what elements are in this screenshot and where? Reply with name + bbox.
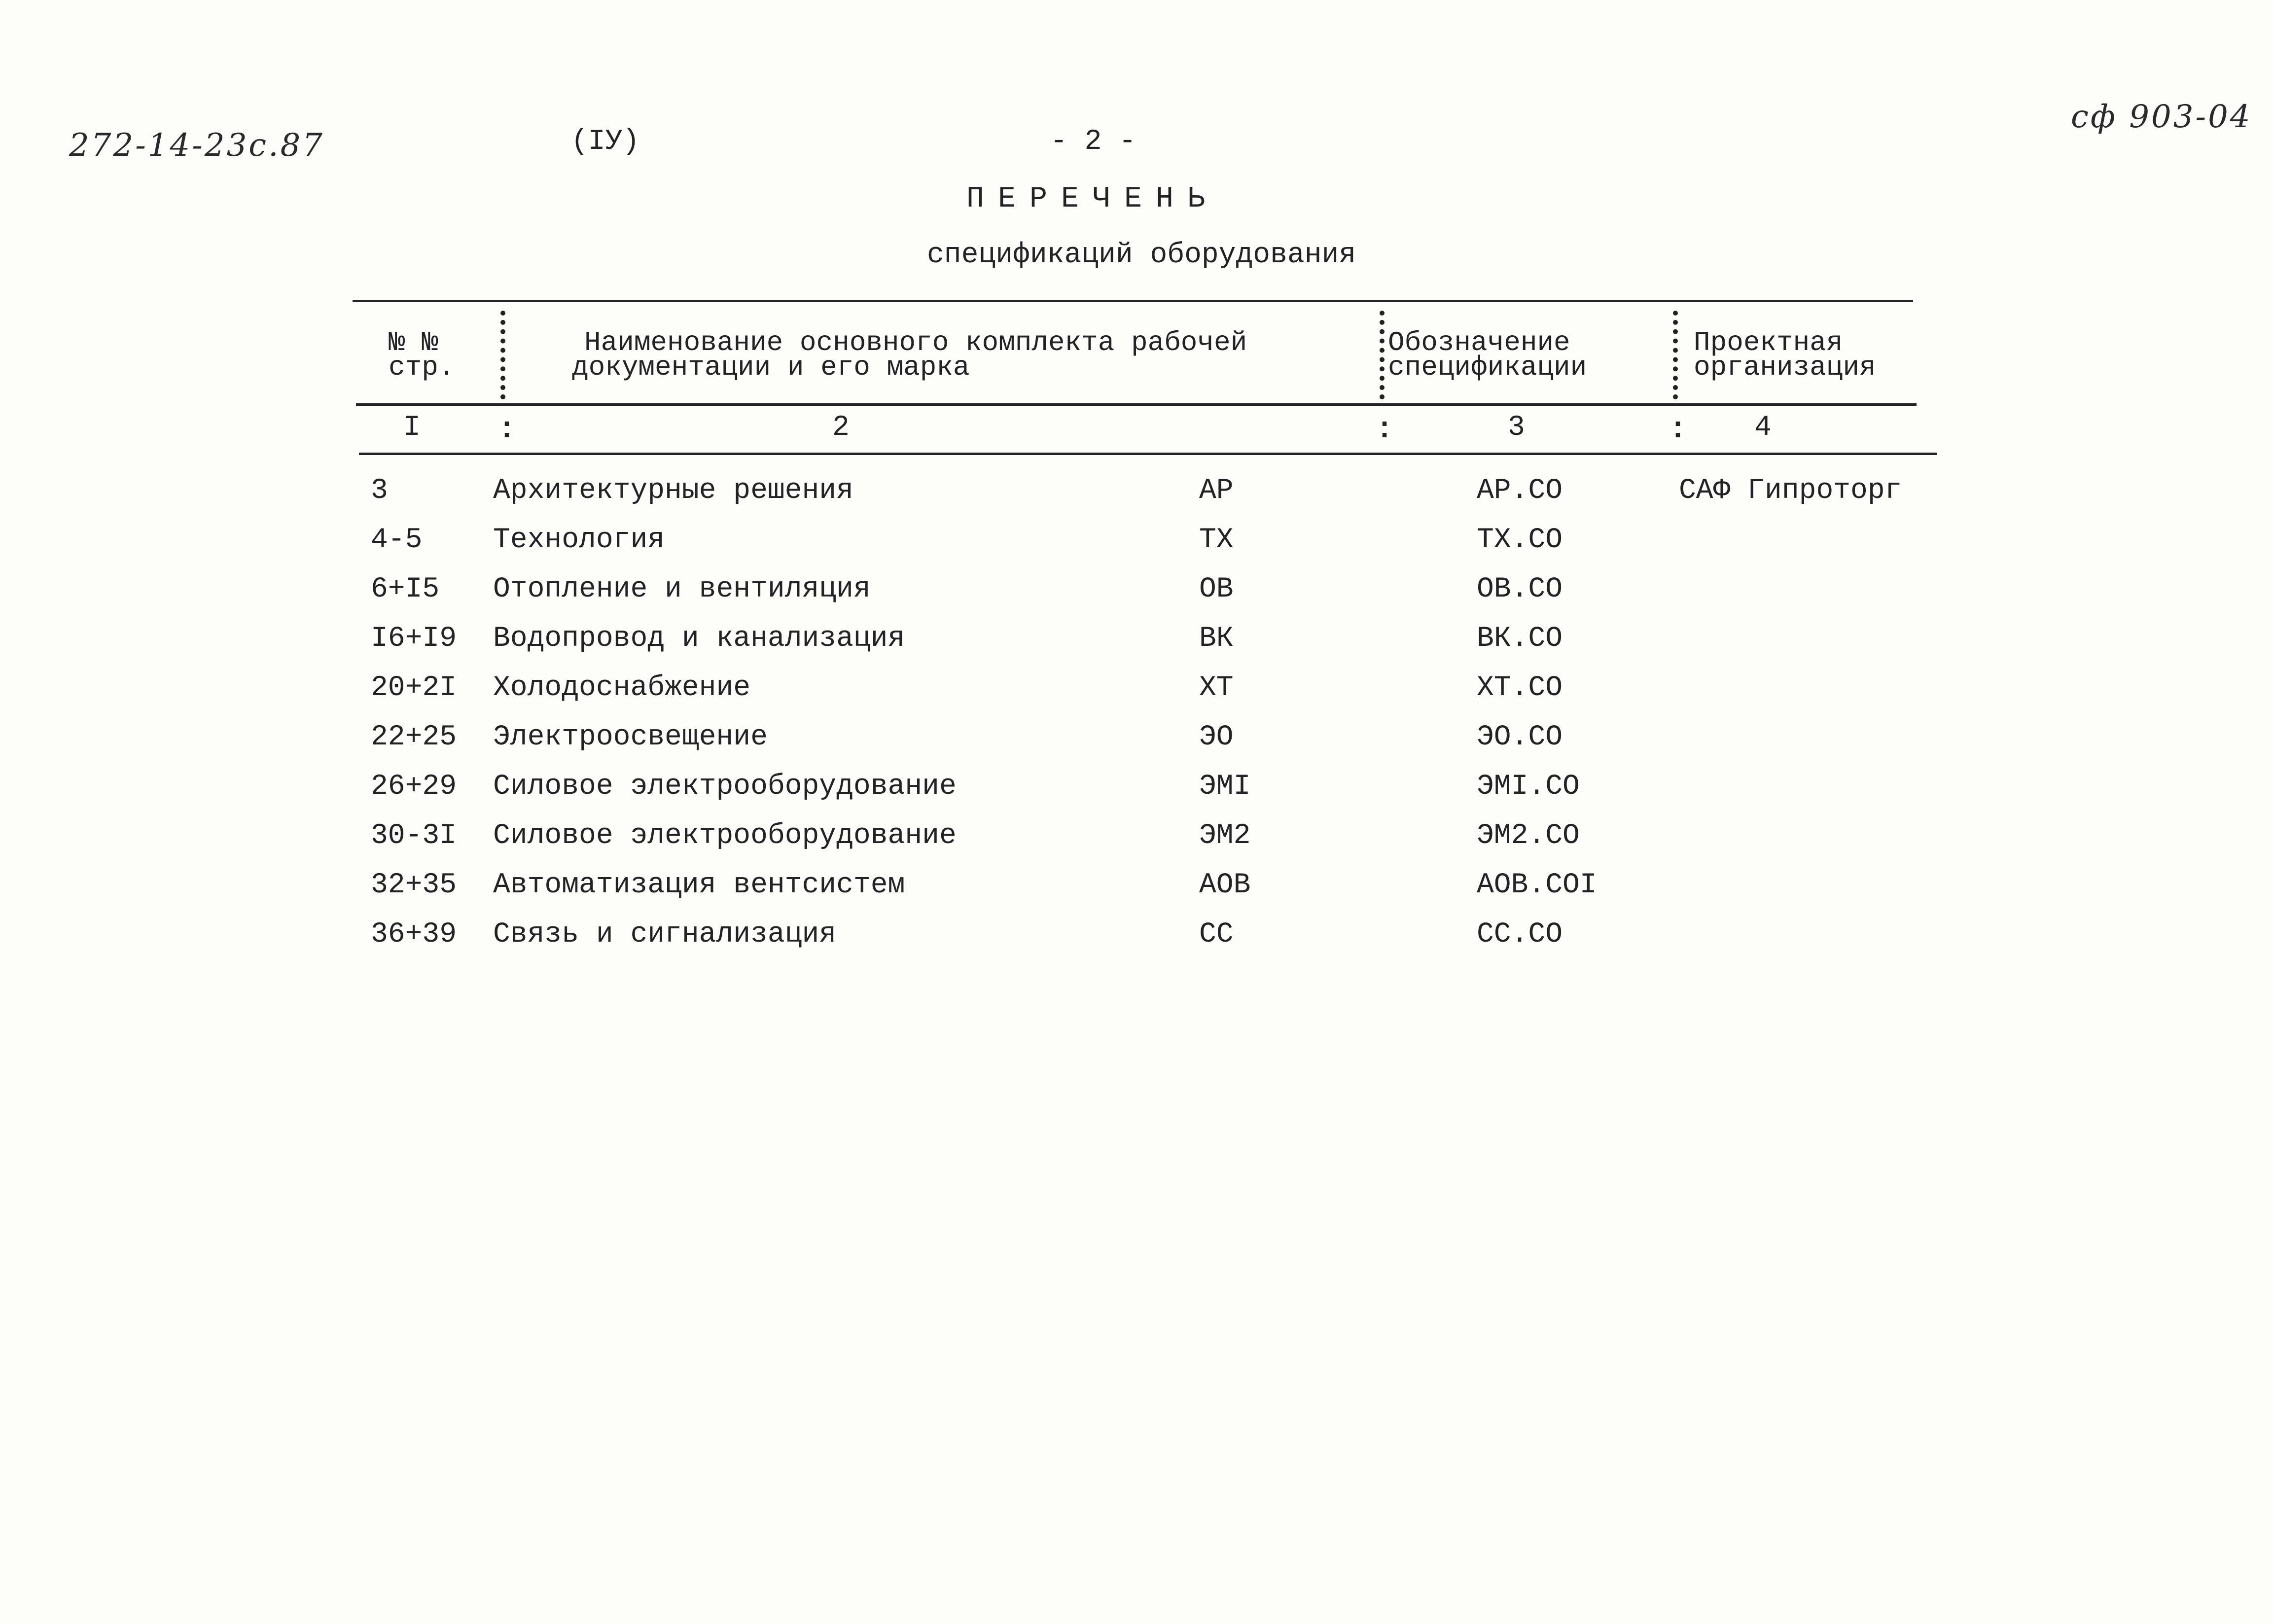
header-col3 <box>1388 327 1587 383</box>
header-col4-line2: организация <box>1694 352 1876 383</box>
row-name: Отопление и вентиляция <box>493 573 871 605</box>
header-col2 <box>572 327 1247 383</box>
row-name: Силовое электрооборудование <box>493 771 957 803</box>
row-pages: 32+35 <box>371 869 457 901</box>
row-mark: ЭО <box>1199 721 1234 753</box>
row-mark: АР <box>1199 475 1234 507</box>
row-name: Силовое электрооборудование <box>493 820 957 852</box>
column-number-4: 4 <box>1754 412 1772 444</box>
row-mark: ОВ <box>1199 573 1234 605</box>
column-number-3: 3 <box>1508 412 1525 444</box>
column-number-2: 2 <box>832 412 850 444</box>
header-col1-line2: стр. <box>389 352 455 383</box>
row-spec: АР.СО <box>1477 475 1563 507</box>
document-code-handwritten: 272-14-23с.87 <box>69 127 324 164</box>
column-number-separator-3: : <box>1669 413 1687 447</box>
section-label: (IУ) <box>571 126 640 158</box>
row-name: Автоматизация вентсистем <box>493 869 905 901</box>
row-spec: ЭМI.СО <box>1477 771 1580 803</box>
header-col3-line1: Обозначение <box>1388 327 1570 358</box>
row-name: Водопровод и канализация <box>493 623 905 655</box>
header-col4-line1: Проектная <box>1694 327 1843 358</box>
header-col1-line1: № № <box>389 327 438 358</box>
table-top-rule <box>353 300 1913 302</box>
row-spec: ЭО.СО <box>1477 721 1563 753</box>
header-col1 <box>389 327 455 383</box>
header-separator-3 <box>1673 311 1678 399</box>
row-spec: ЭМ2.СО <box>1477 820 1580 852</box>
row-spec: АОВ.СОI <box>1477 869 1597 901</box>
column-number-separator-1: : <box>498 413 516 447</box>
row-pages: 4-5 <box>371 524 423 556</box>
row-mark: ТХ <box>1199 524 1234 556</box>
row-name: Архитектурные решения <box>493 475 853 507</box>
table-colnum-rule <box>359 453 1937 455</box>
row-name: Технология <box>493 524 665 556</box>
row-pages: 26+29 <box>371 771 457 803</box>
page-subtitle: спецификаций оборудования <box>927 239 1356 271</box>
row-name: Связь и сигнализация <box>493 918 837 951</box>
row-spec: ТХ.СО <box>1477 524 1563 556</box>
row-pages: I6+I9 <box>371 623 457 655</box>
page-title: ПЕРЕЧЕНЬ <box>966 182 1219 216</box>
header-separator-1 <box>500 311 505 399</box>
row-mark: ВК <box>1199 623 1234 655</box>
page-number: - 2 - <box>1050 126 1136 158</box>
row-mark: АОВ <box>1199 869 1251 901</box>
row-mark: СС <box>1199 918 1234 951</box>
row-pages: 30-3I <box>371 820 457 852</box>
row-mark: ХТ <box>1199 672 1234 704</box>
row-spec: ОВ.СО <box>1477 573 1563 605</box>
row-org: САФ Гипроторг <box>1679 475 1902 507</box>
column-number-1: I <box>403 412 421 444</box>
table-header-rule <box>356 403 1917 406</box>
header-col2-line2: документации и его марка <box>572 352 970 383</box>
header-col4 <box>1694 327 1876 383</box>
row-spec: ХТ.СО <box>1477 672 1563 704</box>
row-pages: 36+39 <box>371 918 457 951</box>
header-separator-2 <box>1380 311 1385 399</box>
row-pages: 3 <box>371 475 388 507</box>
row-name: Электроосвещение <box>493 721 768 753</box>
column-number-separator-2: : <box>1376 413 1394 447</box>
row-mark: ЭМ2 <box>1199 820 1251 852</box>
row-mark: ЭМI <box>1199 771 1251 803</box>
header-col3-line2: спецификации <box>1388 352 1587 383</box>
header-col2-line1: Наименование основного комплекта рабочей <box>584 327 1247 358</box>
row-pages: 22+25 <box>371 721 457 753</box>
stamp-code-handwritten: сф 903-04 <box>2071 99 2252 135</box>
row-spec: СС.СО <box>1477 918 1563 951</box>
row-pages: 20+2I <box>371 672 457 704</box>
row-pages: 6+I5 <box>371 573 440 605</box>
row-name: Холодоснабжение <box>493 672 751 704</box>
row-spec: ВК.СО <box>1477 623 1563 655</box>
